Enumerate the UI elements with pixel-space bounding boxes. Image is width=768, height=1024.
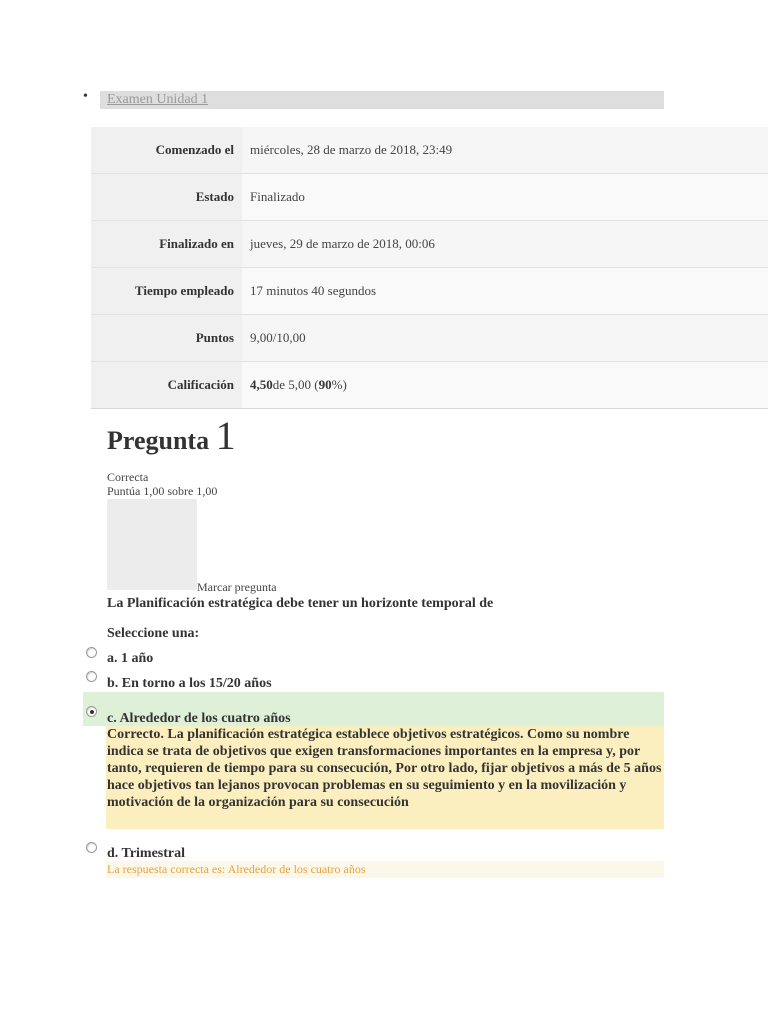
quiz-summary-table xyxy=(91,127,768,409)
summary-label: Tiempo empleado xyxy=(91,268,242,314)
specific-feedback: Correcto. La planificación estratégica establece objetivos estratégicos. Como su nombre indica se trata de objetivos que exigen transformaciones importantes en la empresa y, por tanto, requieren de tiempo para su consecución, Por otro lado, fijar objetivos a más de 5 años hace objetivos tan lejanos provocan problemas en su seguimiento y en la movilización y motivación de la organización para su consecución xyxy=(107,727,662,810)
summary-label: Finalizado en xyxy=(91,221,242,267)
breadcrumb-link-examen[interactable]: Examen Unidad 1 xyxy=(107,92,209,107)
summary-value: miércoles, 28 de marzo de 2018, 23:49 xyxy=(250,142,453,157)
summary-grade-value xyxy=(242,362,347,408)
select-one-prompt: Seleccione una: xyxy=(107,626,200,641)
option-b-label[interactable]: b. En torno a los 15/20 años xyxy=(107,676,272,691)
summary-row-points xyxy=(91,315,768,362)
summary-label: Estado xyxy=(91,174,242,220)
summary-row-finished xyxy=(91,221,768,268)
question-grade: Puntúa 1,00 sobre 1,00 xyxy=(107,484,218,498)
grade-percent: 90 xyxy=(318,377,332,392)
summary-value: Finalizado xyxy=(250,189,305,204)
option-a-radio[interactable] xyxy=(86,647,97,658)
right-answer-text: La respuesta correcta es: Alrededor de los cuatro años xyxy=(107,862,366,876)
summary-row-started xyxy=(91,127,768,174)
summary-value: jueves, 29 de marzo de 2018, 00:06 xyxy=(250,236,435,251)
flag-question-link[interactable]: Marcar pregunta xyxy=(197,580,277,594)
option-d-radio[interactable] xyxy=(86,842,97,853)
question-text: La Planificación estratégica debe tener un horizonte temporal de xyxy=(107,596,494,611)
question-number: 1 xyxy=(215,413,236,458)
summary-row-time xyxy=(91,268,768,315)
option-b-radio[interactable] xyxy=(86,671,97,682)
summary-value: 17 minutos 40 segundos xyxy=(250,283,377,298)
option-c-radio[interactable] xyxy=(86,706,97,717)
question-title-label: Pregunta xyxy=(107,426,210,455)
option-a-label[interactable]: a. 1 año xyxy=(107,651,154,666)
question-state: Correcta xyxy=(107,470,149,484)
option-d-label[interactable]: d. Trimestral xyxy=(107,846,186,861)
summary-label: Comenzado el xyxy=(91,127,242,173)
summary-row-grade xyxy=(91,362,768,409)
grade-end: %) xyxy=(331,377,347,392)
question-info xyxy=(107,470,217,498)
breadcrumb-bullet: • xyxy=(83,89,88,104)
grade-of: de 5,00 ( xyxy=(272,377,319,392)
summary-label: Puntos xyxy=(91,315,242,361)
flag-icon[interactable] xyxy=(107,499,197,590)
summary-value: 9,00/10,00 xyxy=(250,330,306,345)
grade-score: 4,50 xyxy=(250,377,273,392)
summary-row-state xyxy=(91,174,768,221)
summary-label: Calificación xyxy=(91,362,242,408)
question-title xyxy=(107,412,236,465)
option-c-label[interactable]: c. Alrededor de los cuatro años xyxy=(107,711,291,726)
